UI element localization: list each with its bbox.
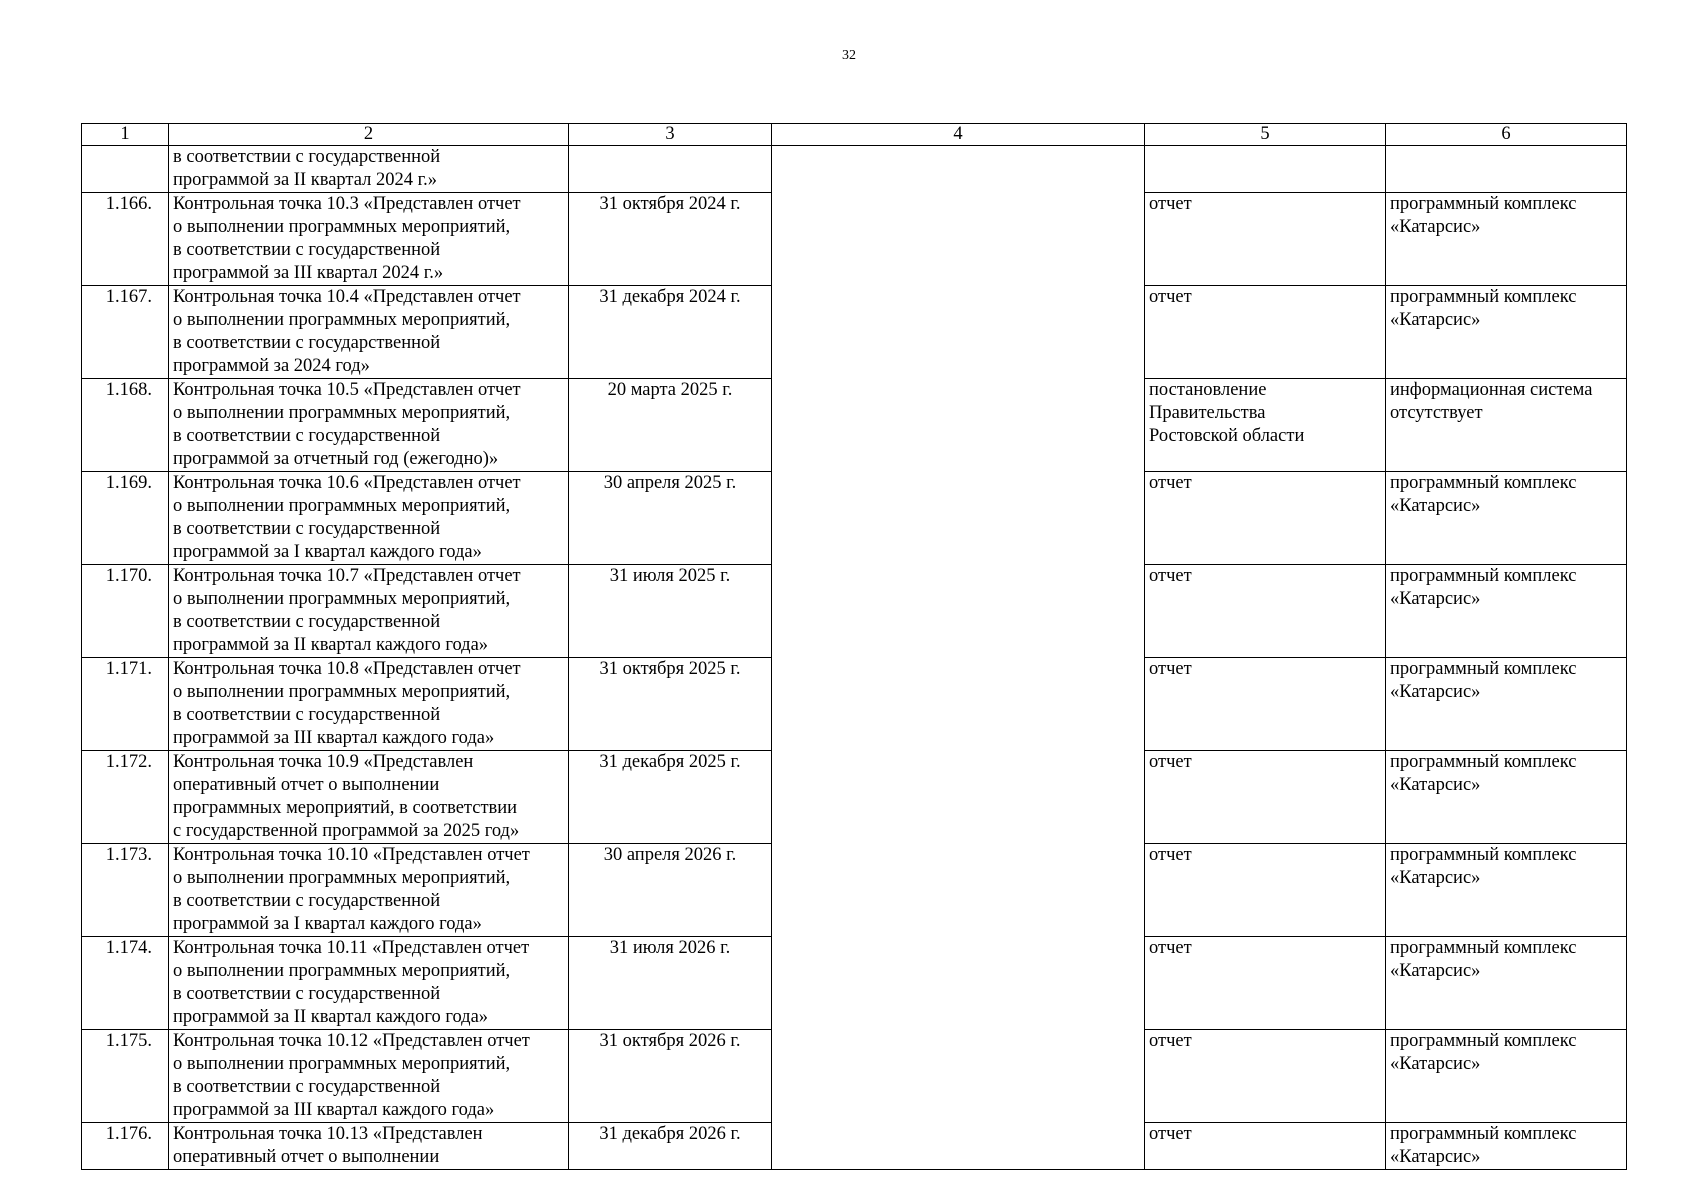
system-cell [1386, 286, 1627, 379]
description-line: о выполнении программных мероприятий, [173, 1054, 511, 1074]
description-line: в соответствии с государственной [173, 333, 441, 353]
description-line: в соответствии с государственной [173, 891, 441, 911]
system-cell [1386, 1123, 1627, 1170]
control-points-table [81, 123, 1627, 1170]
document-line: постановление [1149, 380, 1267, 400]
description-cell [169, 379, 569, 472]
row-number-cell: 1.175. [82, 1030, 169, 1123]
description-cell [169, 193, 569, 286]
system-cell [1386, 844, 1627, 937]
system-cell [1386, 937, 1627, 1030]
description-line: программой за I квартал каждого года» [173, 914, 482, 934]
header-col-1: 1 [82, 124, 169, 146]
document-cell [1145, 472, 1386, 565]
description-line: программой за 2024 год» [173, 356, 370, 376]
system-line: «Катарсис» [1390, 868, 1481, 888]
document-cell [1145, 937, 1386, 1030]
row-number-cell: 1.168. [82, 379, 169, 472]
description-line: в соответствии с государственной [173, 705, 441, 725]
description-line: в соответствии с государственной [173, 1077, 441, 1097]
description-line: о выполнении программных мероприятий, [173, 496, 511, 516]
description-cell [169, 472, 569, 565]
document-line: Правительства [1149, 403, 1266, 423]
description-line: программой за III квартал каждого года» [173, 1100, 495, 1120]
system-cell [1386, 379, 1627, 472]
description-line: о выполнении программных мероприятий, [173, 589, 511, 609]
document-line: отчет [1149, 1124, 1192, 1144]
system-line: «Катарсис» [1390, 1147, 1481, 1167]
description-line: программой за III квартал 2024 г.» [173, 263, 444, 283]
description-line: Контрольная точка 10.13 «Представлен [173, 1124, 483, 1144]
description-cell [169, 1123, 569, 1170]
system-line: «Катарсис» [1390, 217, 1481, 237]
description-line: Контрольная точка 10.6 «Представлен отчет [173, 473, 521, 493]
description-line: программой за II квартал 2024 г.» [173, 170, 437, 190]
column-4-merged-cell [772, 146, 1145, 1170]
system-line: программный комплекс [1390, 287, 1577, 307]
row-number-cell: 1.167. [82, 286, 169, 379]
row-number-cell: 1.176. [82, 1123, 169, 1170]
description-line: оперативный отчет о выполнении [173, 775, 440, 795]
description-line: в соответствии с государственной [173, 984, 441, 1004]
system-cell [1386, 472, 1627, 565]
system-line: информационная система [1390, 380, 1593, 400]
row-number-cell: 1.170. [82, 565, 169, 658]
description-line: Контрольная точка 10.12 «Представлен отчет [173, 1031, 530, 1051]
system-line: «Катарсис» [1390, 961, 1481, 981]
row-number-cell: 1.173. [82, 844, 169, 937]
system-line: программный комплекс [1390, 845, 1577, 865]
table-row [82, 146, 1627, 193]
description-line: Контрольная точка 10.9 «Представлен [173, 752, 474, 772]
description-cell [169, 751, 569, 844]
date-cell: 31 декабря 2025 г. [569, 751, 772, 844]
date-cell: 20 марта 2025 г. [569, 379, 772, 472]
description-line: Контрольная точка 10.5 «Представлен отчет [173, 380, 521, 400]
table-header-row [82, 124, 1627, 146]
description-cell [169, 658, 569, 751]
document-line: отчет [1149, 1031, 1192, 1051]
system-line: программный комплекс [1390, 566, 1577, 586]
document-cell [1145, 1123, 1386, 1170]
description-line: Контрольная точка 10.11 «Представлен отчет [173, 938, 530, 958]
description-line: о выполнении программных мероприятий, [173, 868, 511, 888]
document-cell [1145, 146, 1386, 193]
system-line: программный комплекс [1390, 194, 1577, 214]
date-cell: 31 декабря 2026 г. [569, 1123, 772, 1170]
document-line: Ростовской области [1149, 426, 1305, 446]
system-cell [1386, 193, 1627, 286]
system-line: «Катарсис» [1390, 1054, 1481, 1074]
date-cell: 31 октября 2025 г. [569, 658, 772, 751]
row-number-cell: 1.169. [82, 472, 169, 565]
description-line: программой за III квартал каждого года» [173, 728, 495, 748]
date-cell: 31 июля 2025 г. [569, 565, 772, 658]
header-col-2: 2 [169, 124, 569, 146]
description-line: в соответствии с государственной [173, 147, 441, 167]
date-cell: 30 апреля 2025 г. [569, 472, 772, 565]
description-line: программой за II квартал каждого года» [173, 1007, 489, 1027]
document-line: отчет [1149, 752, 1192, 772]
document-line: отчет [1149, 194, 1192, 214]
header-col-5: 5 [1145, 124, 1386, 146]
document-cell [1145, 379, 1386, 472]
system-line: программный комплекс [1390, 659, 1577, 679]
description-line: Контрольная точка 10.3 «Представлен отчет [173, 194, 521, 214]
description-line: программой за I квартал каждого года» [173, 542, 482, 562]
document-cell [1145, 1030, 1386, 1123]
description-line: оперативный отчет о выполнении [173, 1147, 440, 1167]
description-line: Контрольная точка 10.8 «Представлен отчет [173, 659, 521, 679]
description-line: программой за отчетный год (ежегодно)» [173, 449, 499, 469]
date-cell: 31 декабря 2024 г. [569, 286, 772, 379]
system-line: отсутствует [1390, 403, 1483, 423]
description-cell [169, 146, 569, 193]
system-line: «Катарсис» [1390, 589, 1481, 609]
description-line: в соответствии с государственной [173, 612, 441, 632]
description-cell [169, 937, 569, 1030]
document-cell [1145, 658, 1386, 751]
system-line: «Катарсис» [1390, 682, 1481, 702]
description-line: о выполнении программных мероприятий, [173, 682, 511, 702]
document-line: отчет [1149, 845, 1192, 865]
date-cell: 30 апреля 2026 г. [569, 844, 772, 937]
document-cell [1145, 565, 1386, 658]
system-cell [1386, 751, 1627, 844]
system-cell [1386, 1030, 1627, 1123]
document-cell [1145, 286, 1386, 379]
system-line: программный комплекс [1390, 473, 1577, 493]
document-cell [1145, 751, 1386, 844]
row-number-cell [82, 146, 169, 193]
row-number-cell: 1.172. [82, 751, 169, 844]
description-line: Контрольная точка 10.7 «Представлен отчет [173, 566, 521, 586]
date-cell [569, 146, 772, 193]
system-cell [1386, 146, 1627, 193]
description-line: в соответствии с государственной [173, 426, 441, 446]
date-cell: 31 июля 2026 г. [569, 937, 772, 1030]
system-line: «Катарсис» [1390, 496, 1481, 516]
description-line: Контрольная точка 10.10 «Представлен отчет [173, 845, 530, 865]
document-line: отчет [1149, 473, 1192, 493]
document-line: отчет [1149, 287, 1192, 307]
description-line: о выполнении программных мероприятий, [173, 403, 511, 423]
system-cell [1386, 565, 1627, 658]
description-line: в соответствии с государственной [173, 519, 441, 539]
description-line: Контрольная точка 10.4 «Представлен отчет [173, 287, 521, 307]
description-line: о выполнении программных мероприятий, [173, 310, 511, 330]
document-cell [1145, 844, 1386, 937]
system-line: «Катарсис» [1390, 775, 1481, 795]
system-line: программный комплекс [1390, 752, 1577, 772]
description-line: программных мероприятий, в соответствии [173, 798, 518, 818]
description-line: о выполнении программных мероприятий, [173, 217, 511, 237]
system-line: программный комплекс [1390, 938, 1577, 958]
date-cell: 31 октября 2026 г. [569, 1030, 772, 1123]
description-cell [169, 286, 569, 379]
document-cell [1145, 193, 1386, 286]
row-number-cell: 1.174. [82, 937, 169, 1030]
system-line: «Катарсис» [1390, 310, 1481, 330]
header-col-3: 3 [569, 124, 772, 146]
header-col-4: 4 [772, 124, 1145, 146]
row-number-cell: 1.171. [82, 658, 169, 751]
row-number-cell: 1.166. [82, 193, 169, 286]
document-line: отчет [1149, 566, 1192, 586]
document-line: отчет [1149, 659, 1192, 679]
description-cell [169, 1030, 569, 1123]
system-line: программный комплекс [1390, 1124, 1577, 1144]
page-number: 32 [842, 48, 856, 63]
description-line: в соответствии с государственной [173, 240, 441, 260]
header-col-6: 6 [1386, 124, 1627, 146]
description-line: с государственной программой за 2025 год» [173, 821, 520, 841]
date-cell: 31 октября 2024 г. [569, 193, 772, 286]
description-line: о выполнении программных мероприятий, [173, 961, 511, 981]
description-cell [169, 565, 569, 658]
description-cell [169, 844, 569, 937]
system-cell [1386, 658, 1627, 751]
system-line: программный комплекс [1390, 1031, 1577, 1051]
document-line: отчет [1149, 938, 1192, 958]
description-line: программой за II квартал каждого года» [173, 635, 489, 655]
